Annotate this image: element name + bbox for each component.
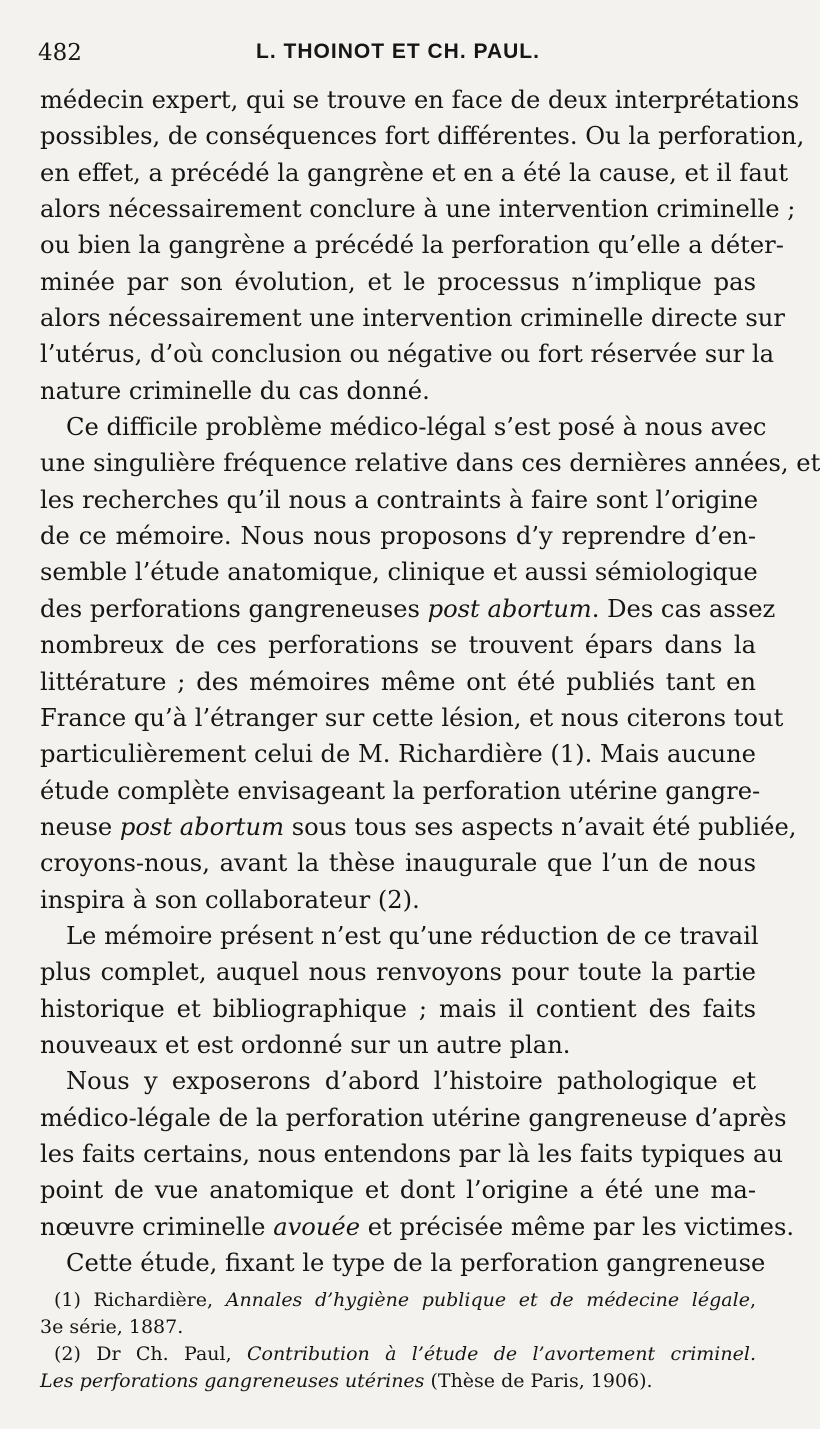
text-line: alors nécessairement conclure à une intervention criminelle ;	[40, 195, 796, 224]
text-segment: neuse	[40, 812, 120, 841]
text-line: croyons-nous, avant la thèse inaugurale que l’un de nous	[40, 849, 756, 878]
text-line: alors nécessairement une intervention criminelle directe sur	[40, 304, 785, 333]
footnote-segment: ,	[749, 1289, 756, 1311]
footnote-line	[40, 1314, 756, 1341]
text-line: les faits certains, nous entendons par là les faits typiques au	[40, 1139, 783, 1168]
text-line	[40, 1209, 795, 1245]
footnote-segment: (1) Richardière,	[54, 1289, 226, 1311]
text-segment: et précisée même par les victimes.	[360, 1212, 795, 1241]
text-line: historique et bibliographique ; mais il contient des faits	[40, 994, 756, 1023]
footnote-line	[40, 1287, 756, 1314]
footnote-title: Contribution à l’étude de l’avortement criminel.	[246, 1343, 756, 1365]
text-line: l’utérus, d’où conclusion ou négative ou fort réservée sur la	[40, 340, 775, 369]
footnotes	[40, 1287, 756, 1395]
text-line: ou bien la gangrène a précédé la perforation qu’elle a déter-	[40, 231, 784, 260]
text-line: particulièrement celui de M. Richardière (1). Mais aucune	[40, 740, 756, 769]
text-line: possibles, de conséquences fort différentes. Ou la perforation,	[40, 122, 805, 151]
text-line: les recherches qu’il nous a contraints à faire sont l’origine	[40, 485, 759, 514]
text-line: point de vue anatomique et dont l’origine a été une ma-	[40, 1176, 756, 1205]
running-head: L. THOINOT ET CH. PAUL.	[256, 40, 540, 63]
text-line: semble l’étude anatomique, clinique et aussi sémiologique	[40, 558, 758, 587]
italic-phrase: avouée	[273, 1212, 361, 1241]
footnote-line	[40, 1368, 756, 1395]
text-segment: nœuvre criminelle	[40, 1212, 274, 1241]
text-line: plus complet, auquel nous renvoyons pour toute la partie	[40, 958, 756, 987]
text-segment: des perforations gangreneuses	[40, 594, 428, 623]
text-line: nature criminelle du cas donné.	[40, 376, 430, 405]
text-line: Ce difficile problème médico-légal s’est posé à nous avec	[66, 413, 767, 442]
footnote-title: Les perforations gangreneuses utérines	[40, 1370, 425, 1392]
text-segment: sous tous ses aspects n’avait été publiée,	[284, 812, 797, 841]
body-text	[40, 82, 820, 1281]
text-line: minée par son évolution, et le processus n’implique pas	[40, 267, 756, 296]
text-line: une singulière fréquence relative dans ces dernières années, et	[40, 449, 820, 478]
text-line: inspira à son collaborateur (2).	[40, 885, 420, 914]
text-line: de ce mémoire. Nous nous proposons d’y reprendre d’en-	[40, 522, 756, 551]
page-number: 482	[38, 40, 82, 66]
text-line: Le mémoire présent n’est qu’une réduction de ce travail	[66, 921, 759, 950]
footnote-line	[40, 1341, 756, 1368]
footnote-segment: 3e série, 1887.	[40, 1316, 184, 1338]
text-segment: . Des cas assez	[591, 594, 776, 623]
footnote-title: Annales d’hygiène publique et de médecine légale	[225, 1289, 750, 1311]
page-header	[38, 40, 758, 74]
text-line: France qu’à l’étranger sur cette lésion, et nous citerons tout	[40, 703, 784, 732]
text-line: en effet, a précédé la gangrène et en a été la cause, et il faut	[40, 158, 789, 187]
text-line: Cette étude, fixant le type de la perforation gangreneuse	[66, 1249, 766, 1277]
text-line	[40, 591, 776, 627]
footnote-segment: (2) Dr Ch. Paul,	[54, 1343, 247, 1365]
text-line: littérature ; des mémoires même ont été publiés tant en	[40, 667, 756, 696]
text-line: médico-légale de la perforation utérine gangreneuse d’après	[40, 1103, 787, 1132]
italic-phrase: post abortum	[427, 594, 592, 623]
text-line: nombreux de ces perforations se trouvent épars dans la	[40, 631, 756, 660]
text-line: Nous y exposerons d’abord l’histoire pathologique et	[66, 1067, 756, 1096]
footnote-segment: (Thèse de Paris, 1906).	[424, 1370, 653, 1392]
text-line: étude complète envisageant la perforation utérine gangre-	[40, 776, 761, 805]
italic-phrase: post abortum	[119, 812, 285, 841]
text-line: médecin expert, qui se trouve en face de deux interprétations	[40, 86, 800, 114]
text-line	[40, 809, 797, 845]
text-line: nouveaux et est ordonné sur un autre plan.	[40, 1030, 571, 1059]
